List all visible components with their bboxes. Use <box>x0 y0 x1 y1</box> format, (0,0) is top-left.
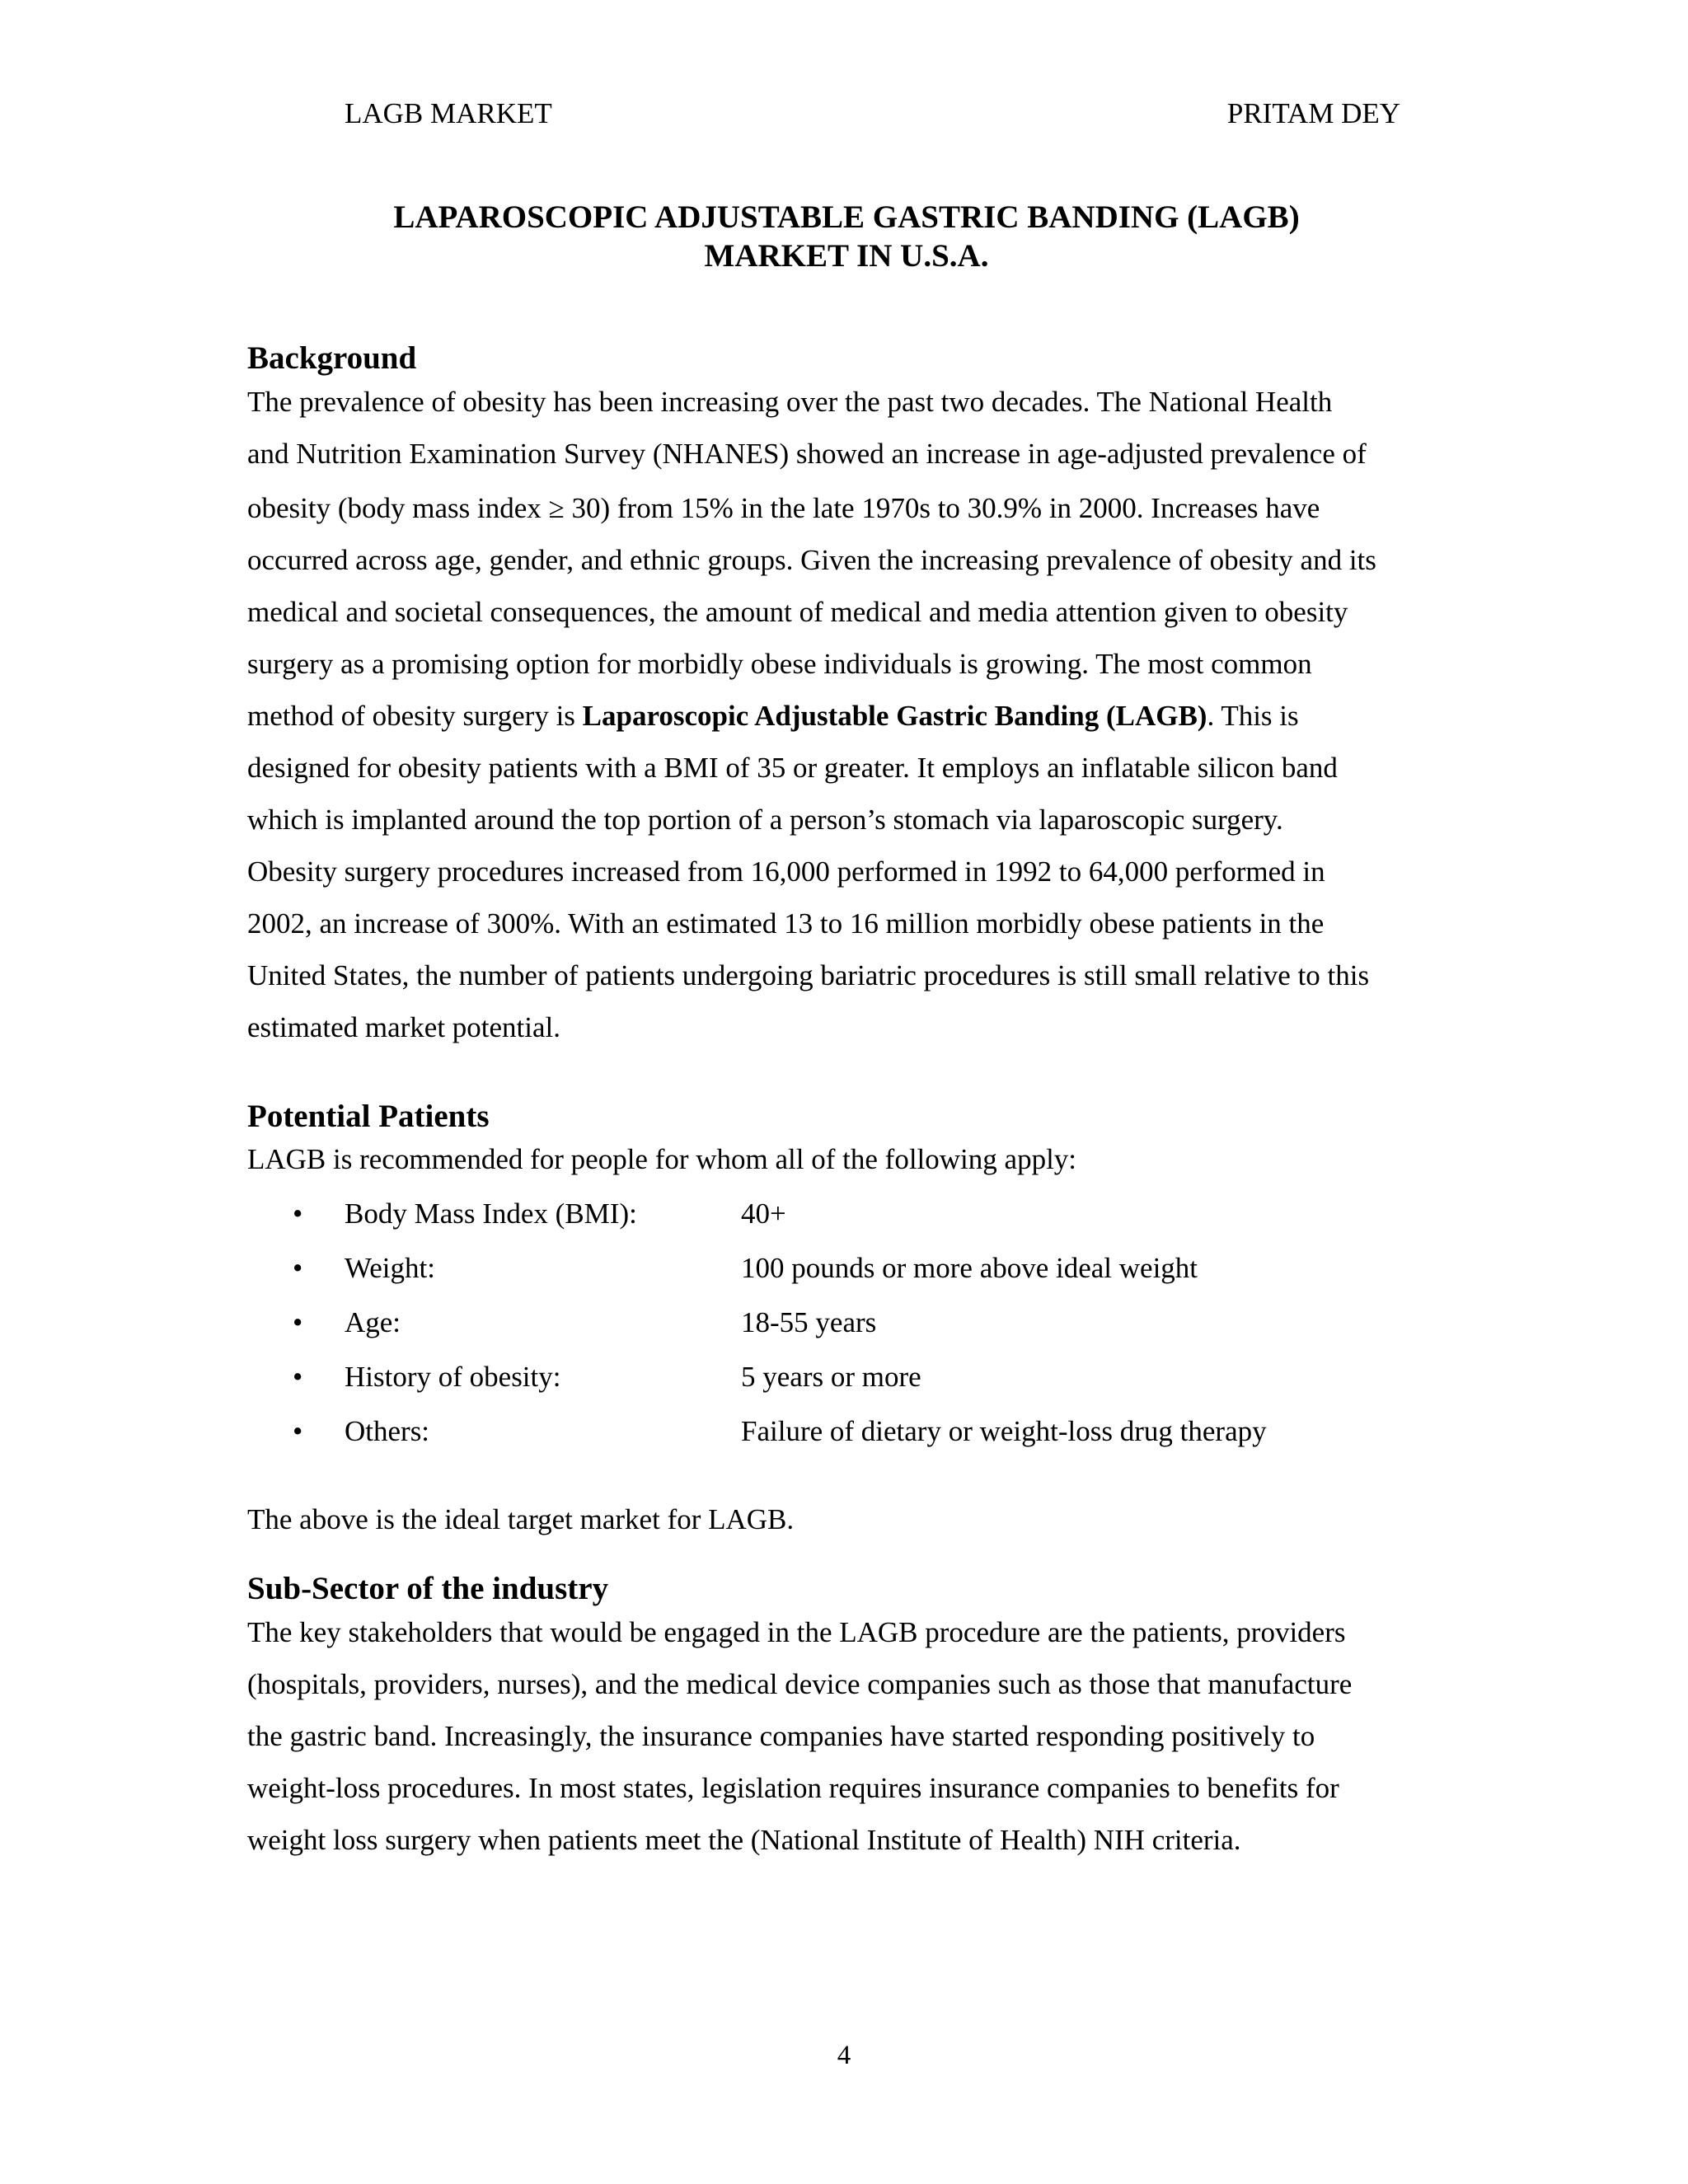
paragraph-line: (hospitals, providers, nurses), and the medical device companies such as those that manufacture <box>247 1668 1353 1700</box>
criteria-value: 5 years or more <box>741 1361 921 1393</box>
paragraph-line: the gastric band. Increasingly, the insurance companies have started responding positively to <box>247 1720 1315 1752</box>
criteria-value: 40+ <box>741 1197 786 1230</box>
page-title-line-1: LAPAROSCOPIC ADJUSTABLE GASTRIC BANDING (LAGB) <box>393 199 1300 235</box>
paragraph-line: surgery as a promising option for morbidly obese individuals is growing. The most common <box>247 648 1312 680</box>
bullet-icon: • <box>293 1252 303 1284</box>
paragraph-line: The prevalence of obesity has been increasing over the past two decades. The National Health <box>247 386 1333 418</box>
criteria-value: 18-55 years <box>741 1306 877 1338</box>
paragraph-line: United States, the number of patients undergoing bariatric procedures is still small relative to this <box>247 959 1370 991</box>
page-title-line-2: MARKET IN U.S.A. <box>704 238 989 274</box>
page-title <box>247 198 1446 275</box>
page-number: 4 <box>837 2041 851 2070</box>
potential-closing: The above is the ideal target market for LAGB. <box>247 1503 795 1535</box>
paragraph-text: . This is <box>1207 700 1299 732</box>
criteria-value: 100 pounds or more above ideal weight <box>741 1252 1198 1284</box>
paragraph-line: weight-loss procedures. In most states, legislation requires insurance companies to benefits for <box>247 1772 1339 1804</box>
section-heading-background: Background <box>247 340 417 376</box>
section-heading-potential-patients: Potential Patients <box>247 1099 490 1134</box>
criteria-label: Body Mass Index (BMI): <box>345 1197 637 1230</box>
paragraph-line: medical and societal consequences, the amount of medical and media attention given to obesity <box>247 596 1348 628</box>
criteria-value: Failure of dietary or weight-loss drug therapy <box>741 1415 1267 1447</box>
running-header-right: PRITAM DEY <box>1226 97 1400 129</box>
bullet-icon: • <box>293 1197 303 1230</box>
potential-intro: LAGB is recommended for people for whom all of the following apply: <box>247 1143 1077 1175</box>
criteria-label: Others: <box>345 1415 430 1447</box>
paragraph-line <box>247 700 1299 733</box>
criteria-label: Weight: <box>345 1252 435 1284</box>
paragraph-line: estimated market potential. <box>247 1011 561 1043</box>
criteria-label: History of obesity: <box>345 1361 561 1393</box>
paragraph-line: and Nutrition Examination Survey (NHANES) showed an increase in age-adjusted prevalence of <box>247 438 1367 470</box>
paragraph-line: weight loss surgery when patients meet the (National Institute of Health) NIH criteria. <box>247 1824 1241 1856</box>
bullet-icon: • <box>293 1306 303 1338</box>
paragraph-line: designed for obesity patients with a BMI of 35 or greater. It employs an inflatable silicon band <box>247 752 1338 784</box>
paragraph-line: Obesity surgery procedures increased from 16,000 performed in 1992 to 64,000 performed in <box>247 855 1325 888</box>
paragraph-line: occurred across age, gender, and ethnic groups. Given the increasing prevalence of obesity and its <box>247 544 1376 576</box>
bullet-icon: • <box>293 1361 303 1393</box>
bullet-icon: • <box>293 1415 303 1447</box>
section-heading-sub-sector: Sub-Sector of the industry <box>247 1571 609 1606</box>
bold-term-lagb: Laparoscopic Adjustable Gastric Banding (LAGB) <box>582 700 1207 732</box>
criteria-label: Age: <box>345 1306 401 1338</box>
paragraph-line: The key stakeholders that would be engaged in the LAGB procedure are the patients, providers <box>247 1616 1346 1648</box>
paragraph-line: obesity (body mass index ≥ 30) from 15% in the late 1970s to 30.9% in 2000. Increases have <box>247 492 1320 524</box>
paragraph-text: method of obesity surgery is <box>247 700 583 732</box>
paragraph-line: 2002, an increase of 300%. With an estimated 13 to 16 million morbidly obese patients in the <box>247 907 1325 940</box>
running-header-left: LAGB MARKET <box>345 97 552 129</box>
paragraph-line: which is implanted around the top portion of a person’s stomach via laparoscopic surgery. <box>247 804 1283 836</box>
